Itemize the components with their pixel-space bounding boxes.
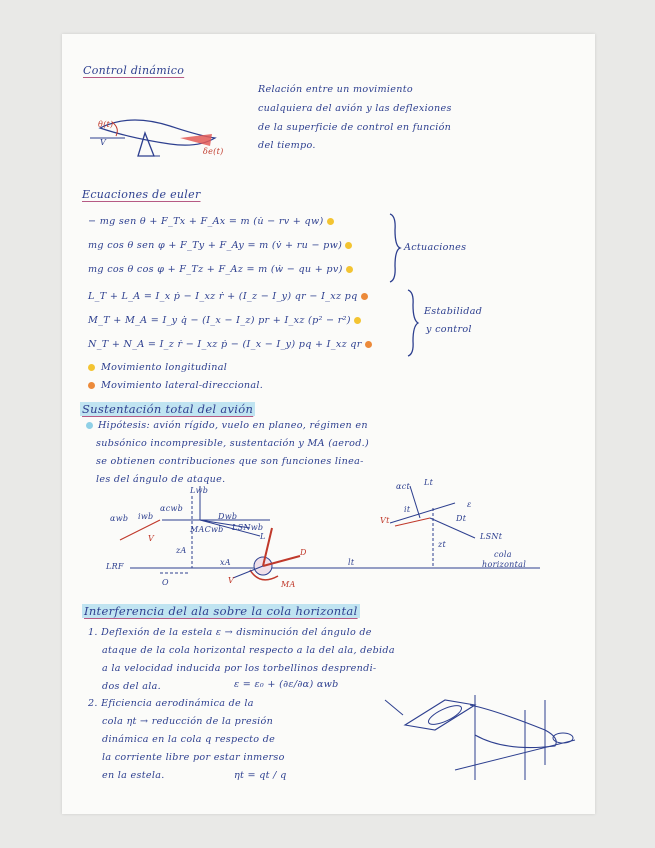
- hypothesis-line: les del ángulo de ataque.: [96, 474, 226, 485]
- horizontal-label: horizontal: [482, 560, 527, 569]
- o-label: O: [162, 578, 169, 587]
- act-label: αct: [396, 482, 410, 491]
- euler-equation: − mg sen θ + F_Tx + F_Ax = m (u̇ − rv + qw): [88, 216, 334, 227]
- orange-dot-icon: [365, 341, 372, 348]
- section-title-interferencia: Interferencia del ala sobre la cola horizontal: [84, 604, 358, 618]
- item1-line: ataque de la cola horizontal respecto a la del ala, debida: [102, 645, 395, 656]
- euler-equation: M_T + M_A = I_y q̇ − (I_x − I_z) pr + I_xz (p² − r²): [88, 315, 361, 326]
- relation-line: Relación entre un movimiento: [258, 84, 413, 95]
- relation-line: cualquiera del avión y las deflexiones: [258, 103, 452, 114]
- ltv-label: Lt: [424, 478, 434, 487]
- orange-dot-icon: [361, 293, 368, 300]
- theta-label: θ(t): [98, 120, 114, 129]
- hypothesis-line: subsónico incompresible, sustentación y MA (aerod.): [96, 438, 370, 449]
- yellow-dot-icon: [88, 364, 95, 371]
- vt-label: Vt: [380, 516, 390, 525]
- lsnt-label: LSNt: [480, 532, 503, 541]
- awb-label: αwb: [110, 514, 129, 523]
- item1-line: dos del ala.: [102, 681, 161, 692]
- l-label: L: [260, 532, 266, 541]
- lrf-label: LRF: [106, 562, 124, 571]
- brace-icon: [388, 212, 402, 284]
- estabilidad-label: y control: [426, 324, 472, 335]
- za-label: zA: [176, 546, 187, 555]
- actuaciones-label: Actuaciones: [404, 242, 467, 253]
- ma-label: MA: [281, 580, 296, 589]
- item2-line: en la estela.: [102, 770, 165, 781]
- xa-label: xA: [220, 558, 231, 567]
- bullet-icon: [86, 422, 93, 429]
- item1-line: 1. Deflexión de la estela ε → disminución del ángulo de: [88, 627, 372, 638]
- wake-diagram: [385, 690, 585, 785]
- section-title-control: Control dinámico: [83, 64, 185, 77]
- macwb-label: MACwb: [190, 525, 224, 534]
- hypothesis-line: se obtienen contribuciones que son funciones linea-: [96, 456, 364, 467]
- v-label: V: [228, 576, 235, 585]
- section-title-euler: Ecuaciones de euler: [82, 188, 201, 201]
- item2-line: la corriente libre por estar inmerso: [102, 752, 285, 763]
- yellow-dot-icon: [346, 266, 353, 273]
- yellow-dot-icon: [345, 242, 352, 249]
- yellow-dot-icon: [354, 317, 361, 324]
- dt-label: Dt: [456, 514, 467, 523]
- brace-icon: [406, 288, 420, 358]
- formula-eta: ηt = qt / q: [234, 770, 287, 781]
- legend-item: Movimiento lateral-direccional.: [88, 380, 263, 391]
- lwb-label: Lwb: [190, 486, 209, 495]
- acwb-label: αcwb: [160, 504, 184, 513]
- yellow-dot-icon: [327, 218, 334, 225]
- et-label: ε: [467, 500, 472, 509]
- de-label: δe(t): [203, 147, 224, 156]
- item2-line: cola ηt → reducción de la presión: [102, 716, 274, 727]
- d-label: D: [300, 548, 307, 557]
- item2-line: 2. Eficiencia aerodinámica de la: [88, 698, 254, 709]
- euler-equation: L_T + L_A = I_x ṗ − I_xz ṙ + (I_z − I_y) qr − I_xz pq: [88, 291, 368, 302]
- legend-item: Movimiento longitudinal: [88, 362, 227, 373]
- iwb-label: iwb: [138, 512, 154, 521]
- relation-line: de la superficie de control en función: [258, 122, 452, 133]
- estabilidad-label: Estabilidad: [424, 306, 483, 317]
- lsnwb-label: LSNwb: [232, 523, 264, 532]
- v-label: V: [100, 138, 107, 147]
- formula-epsilon: ε = ε₀ + (∂ε/∂α) αwb: [234, 679, 339, 690]
- euler-equation: mg cos θ sen φ + F_Ty + F_Ay = m (v̇ + ru − pw): [88, 240, 352, 251]
- v-label: V: [148, 534, 155, 543]
- cola-label: cola: [494, 550, 512, 559]
- dwb-label: Dwb: [218, 512, 238, 521]
- lt-label: lt: [348, 558, 355, 567]
- section-title-sustentacion: Sustentación total del avión: [82, 402, 254, 416]
- zt-label: zt: [438, 540, 447, 549]
- relation-line: del tiempo.: [258, 140, 316, 151]
- hypothesis-line: Hipótesis: avión rígido, vuelo en planeo, régimen en: [86, 420, 368, 431]
- euler-equation: N_T + N_A = I_z ṙ − I_xz ṗ − (I_x − I_y) pq + I_xz qr: [88, 339, 372, 350]
- orange-dot-icon: [88, 382, 95, 389]
- euler-equation: mg cos θ cos φ + F_Tz + F_Az = m (ẇ − qu + pv): [88, 264, 353, 275]
- item2-line: dinámica en la cola q respecto de: [102, 734, 276, 745]
- item1-line: a la velocidad inducida por los torbellinos desprendi-: [102, 663, 377, 674]
- it-label: it: [404, 505, 411, 514]
